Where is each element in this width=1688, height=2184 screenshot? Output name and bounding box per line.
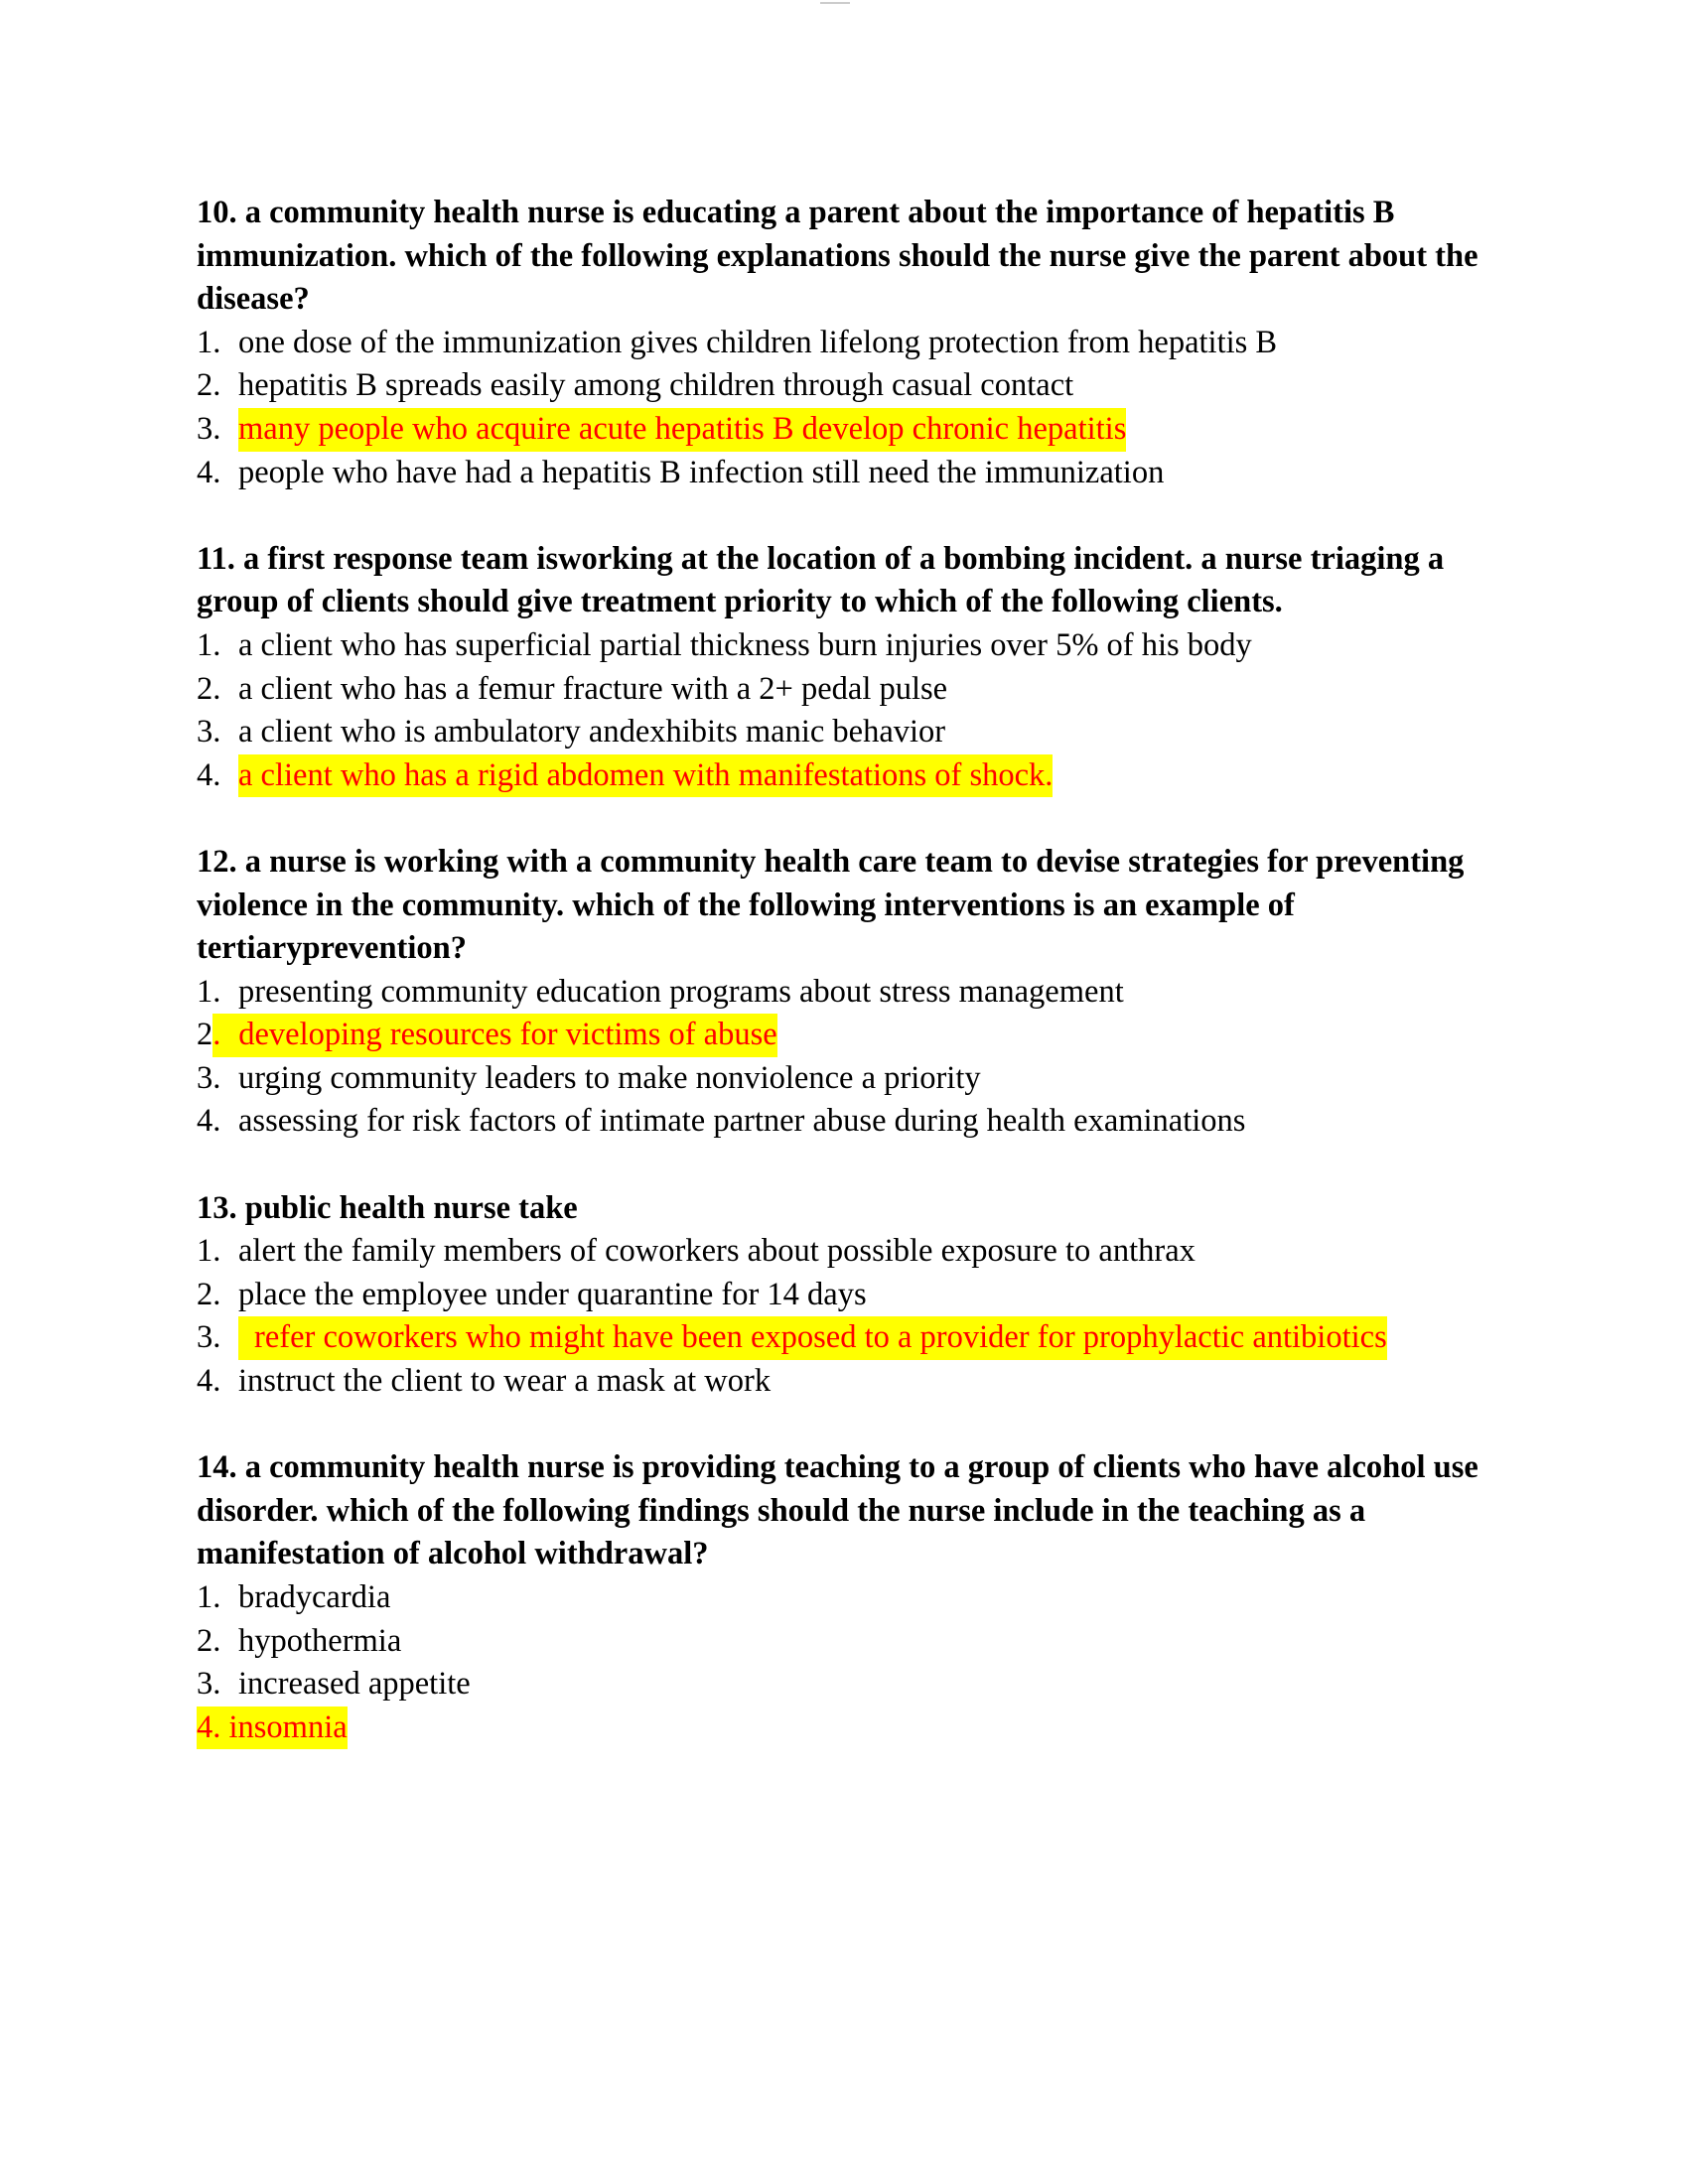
option bbox=[197, 1620, 1497, 1664]
option-text: people who have had a hepatitis B infection still need the immunization bbox=[238, 454, 1165, 490]
option-number: 1. bbox=[197, 324, 221, 360]
option-number: 1. bbox=[197, 626, 221, 663]
highlighted-answer: many people who acquire acute hepatitis B develop chronic hepatitis bbox=[238, 408, 1126, 452]
option-number: 4. bbox=[197, 454, 221, 490]
option-text: urging community leaders to make nonviolence a priority bbox=[238, 1059, 981, 1096]
option-correct bbox=[197, 1316, 1497, 1360]
question-12: 12. a nurse is working with a community health care team to devise strategies for preventing violence in the community. which of the following interventions is an example of tertiaryprevention? bbox=[197, 843, 1465, 967]
option-number: 4. bbox=[197, 1706, 220, 1750]
option bbox=[197, 1663, 1497, 1706]
option-number: 3. bbox=[197, 714, 221, 751]
option-text: bradycardia bbox=[238, 1579, 391, 1615]
option bbox=[197, 668, 1497, 712]
option-correct bbox=[197, 408, 1497, 452]
option-text: alert the family members of coworkers about possible exposure to anthrax bbox=[238, 1233, 1196, 1270]
option-number: 3. bbox=[197, 1059, 221, 1096]
option bbox=[197, 1100, 1497, 1144]
option-number: 2. bbox=[197, 1622, 221, 1659]
option bbox=[197, 971, 1497, 1015]
option bbox=[197, 1576, 1497, 1620]
option-number: 1. bbox=[197, 1233, 221, 1270]
highlighted-answer: insomnia bbox=[229, 1706, 348, 1750]
document-body bbox=[197, 192, 1497, 1749]
option-text: assessing for risk factors of intimate partner abuse during health examinations bbox=[238, 1103, 1246, 1140]
question-11: 11. a first response team isworking at the location of a bombing incident. a nurse triaging a group of clients should give treatment priority to which of the following clients. bbox=[197, 540, 1445, 620]
option-correct bbox=[197, 754, 1497, 798]
option bbox=[197, 364, 1497, 408]
option-number: 3. bbox=[197, 1666, 221, 1703]
option-text: a client who has superficial partial thickness burn injuries over 5% of his body bbox=[238, 626, 1252, 663]
option bbox=[197, 1274, 1497, 1317]
option-number: 3. bbox=[197, 410, 221, 447]
question-10: 10. a community health nurse is educating a parent about the importance of hepatitis B immunization. which of the following explanations should the nurse give the parent about the disease? bbox=[197, 195, 1478, 318]
option-text: presenting community education programs about stress management bbox=[238, 973, 1124, 1010]
option bbox=[197, 711, 1497, 754]
option-number: 2. bbox=[197, 670, 221, 707]
option-text: a client who has a femur fracture with a 2+ pedal pulse bbox=[238, 670, 948, 707]
option-number: 1. bbox=[197, 1579, 221, 1615]
option-number: 2. bbox=[197, 367, 221, 404]
option bbox=[197, 1230, 1497, 1274]
option-text: one dose of the immunization gives children lifelong protection from hepatitis B bbox=[238, 324, 1278, 360]
option-number: 4. bbox=[197, 1103, 221, 1140]
option-correct bbox=[197, 1014, 1497, 1057]
option-separator: . bbox=[212, 1014, 238, 1057]
option bbox=[197, 322, 1497, 365]
option-number: 2. bbox=[197, 1276, 221, 1312]
option-number: 2 bbox=[197, 1017, 213, 1053]
option-text: increased appetite bbox=[238, 1666, 471, 1703]
option-correct bbox=[197, 1706, 1497, 1750]
option-number: 4. bbox=[197, 756, 221, 793]
option bbox=[197, 624, 1497, 668]
option-number: 3. bbox=[197, 1319, 221, 1356]
question-13: 13. public health nurse take bbox=[197, 1189, 578, 1226]
option bbox=[197, 1360, 1497, 1404]
question-14: 14. a community health nurse is providing teaching to a group of clients who have alcohol use disorder. which of the following findings should the nurse include in the teaching as a manifestation of alcohol withdrawal? bbox=[197, 1449, 1478, 1572]
highlighted-answer: refer coworkers who might have been exposed to a provider for prophylactic antibiotics bbox=[238, 1316, 1387, 1360]
option bbox=[197, 1057, 1497, 1101]
highlighted-answer: a client who has a rigid abdomen with manifestations of shock. bbox=[238, 754, 1053, 798]
option-text: hepatitis B spreads easily among children through casual contact bbox=[238, 367, 1074, 404]
option-text: instruct the client to wear a mask at work bbox=[238, 1363, 772, 1400]
option-number: 4. bbox=[197, 1363, 221, 1400]
option-number: 1. bbox=[197, 973, 221, 1010]
option-text: place the employee under quarantine for 14 days bbox=[238, 1276, 867, 1312]
option-text: a client who is ambulatory andexhibits manic behavior bbox=[238, 714, 946, 751]
option-text: hypothermia bbox=[238, 1622, 402, 1659]
highlighted-answer: developing resources for victims of abuse bbox=[238, 1014, 776, 1057]
header-mark bbox=[820, 2, 850, 4]
option bbox=[197, 452, 1497, 495]
